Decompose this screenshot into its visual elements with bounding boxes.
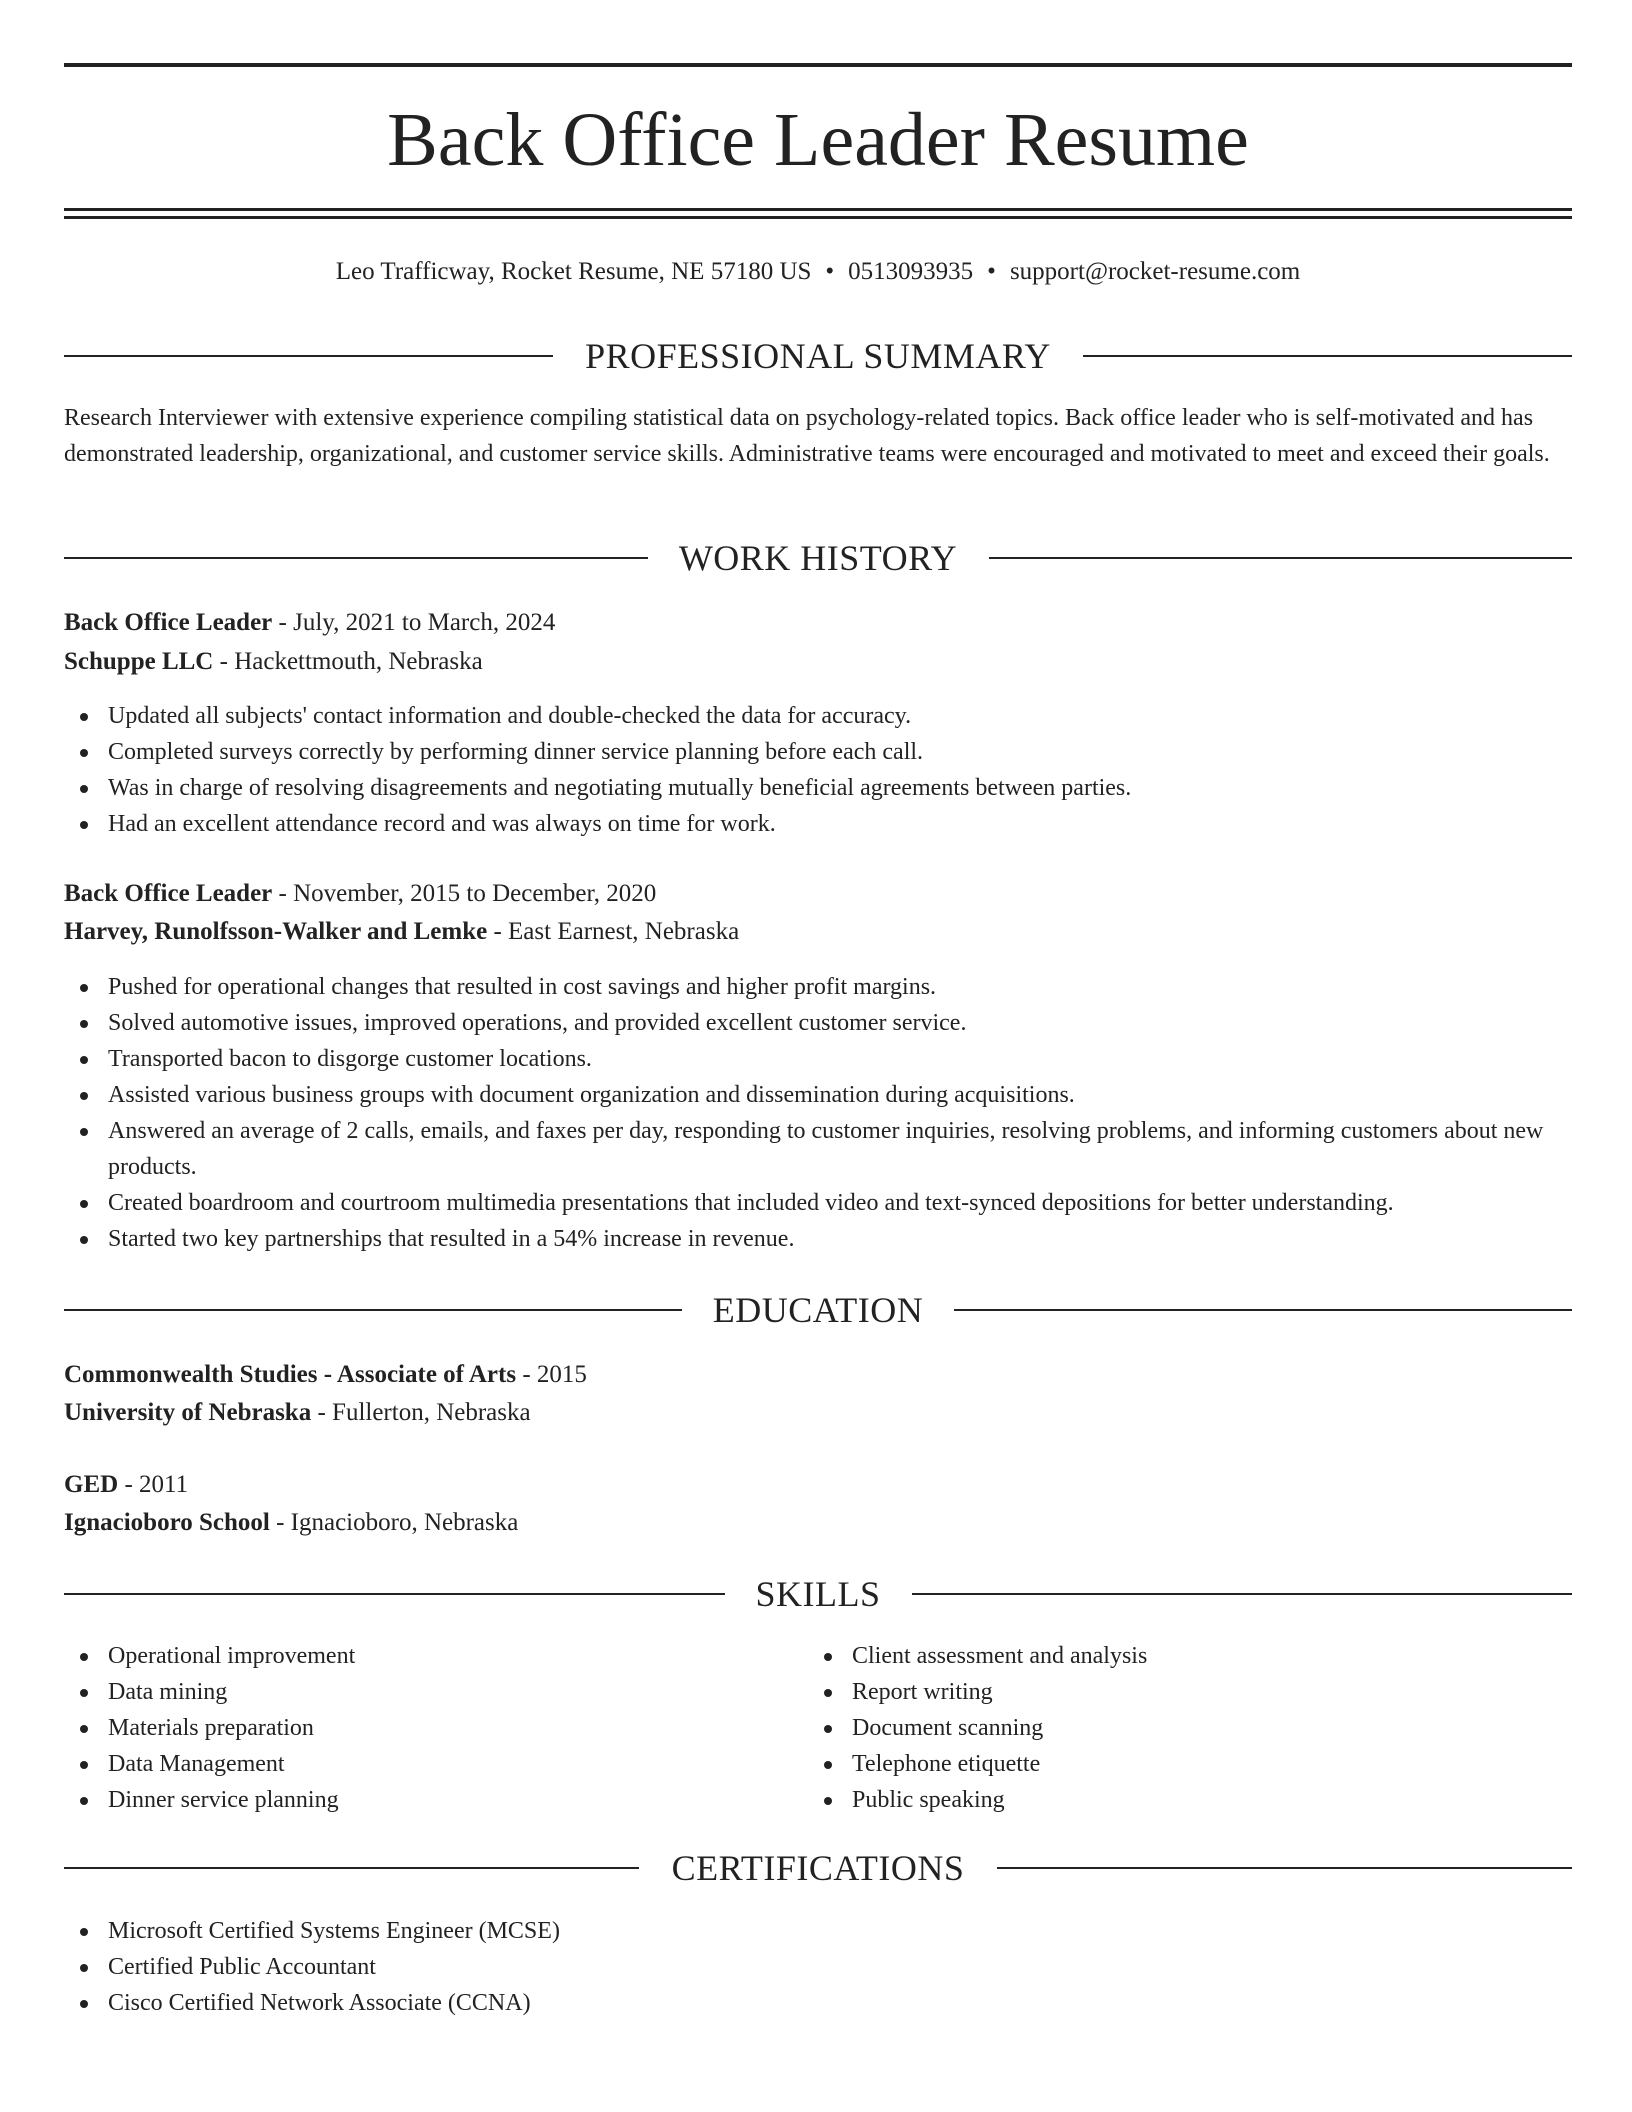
skills-section-heading [64,1572,1572,1616]
page-title: Back Office Leader Resume [387,98,1249,182]
education-section-heading [64,1288,1572,1332]
list-item: Report writing [808,1674,1508,1710]
contact-email: support@rocket-resume.com [1009,258,1301,285]
title-rule-lower [64,216,1572,219]
list-item: Microsoft Certified Systems Engineer (MCSE) [64,1913,1572,1949]
list-item: Solved automotive issues, improved operations, and provided excellent customer service. [64,1005,1572,1041]
education-degree-line [64,1357,587,1393]
job-dates: - November, 2015 to December, 2020 [272,880,657,907]
job-title-line [64,876,656,912]
education-year: - 2015 [516,1361,587,1388]
contact-separator: • [987,258,996,285]
list-item: Data mining [64,1674,764,1710]
section-title: PROFESSIONAL SUMMARY [585,336,1051,376]
list-item: Pushed for operational changes that resulted in cost savings and higher profit margins. [64,969,1572,1005]
job-company-line [64,644,483,680]
job-bullets [64,698,1572,842]
contact-address: Leo Trafficway, Rocket Resume, NE 57180 US [335,258,812,285]
list-item: Completed surveys correctly by performing dinner service planning before each call. [64,734,1572,770]
skills-list-left [64,1638,764,1818]
list-item: Answered an average of 2 calls, emails, and faxes per day, responding to customer inquiries, resolving problems, and informing customers about new products. [64,1113,1572,1185]
list-item: Data Management [64,1746,764,1782]
list-item: Document scanning [808,1710,1508,1746]
section-title: EDUCATION [712,1290,924,1330]
list-item: Certified Public Accountant [64,1949,1572,1985]
job-location: - East Earnest, Nebraska [487,918,740,945]
list-item: Started two key partnerships that resulted in a 54% increase in revenue. [64,1221,1572,1257]
education-location: - Ignacioboro, Nebraska [269,1509,519,1536]
list-item: Public speaking [808,1782,1508,1818]
contact-phone: 0513093935 [848,258,974,285]
title-rule-upper [64,208,1572,211]
education-degree: GED [64,1471,119,1498]
education-school: Ignacioboro School [64,1509,270,1536]
job-company-line [64,914,739,950]
job-bullets [64,969,1572,1257]
job-dates: - July, 2021 to March, 2024 [272,609,556,636]
certifications-list [64,1913,1572,2021]
contact-line [64,254,1572,290]
education-location: - Fullerton, Nebraska [311,1399,531,1426]
list-item: Assisted various business groups with document organization and dissemination during acquisitions. [64,1077,1572,1113]
education-degree: Commonwealth Studies - Associate of Arts [64,1361,517,1388]
list-item: Had an excellent attendance record and was always on time for work. [64,806,1572,842]
education-school: University of Nebraska [64,1399,312,1426]
top-rule [64,63,1572,67]
job-location: - Hackettmouth, Nebraska [213,648,483,675]
list-item: Dinner service planning [64,1782,764,1818]
list-item: Updated all subjects' contact information and double-checked the data for accuracy. [64,698,1572,734]
education-year: - 2011 [118,1471,189,1498]
list-item: Operational improvement [64,1638,764,1674]
summary-text: Research Interviewer with extensive experience compiling statistical data on psychology-related topics. Back office leader who is self-motivated and has demonstrated leadership, organizational, and customer service skills. Administrative teams were encouraged and motivated to meet and exceed their goals. [64,405,1550,467]
list-item: Created boardroom and courtroom multimedia presentations that included video and text-synced depositions for better understanding. [64,1185,1572,1221]
education-degree-line [64,1467,188,1503]
list-item: Materials preparation [64,1710,764,1746]
summary-section-heading [64,334,1572,378]
job-company: Schuppe LLC [64,648,214,675]
education-school-line [64,1395,531,1431]
section-title: CERTIFICATIONS [671,1848,965,1888]
section-title: SKILLS [755,1574,881,1614]
list-item: Was in charge of resolving disagreements and negotiating mutually beneficial agreements between parties. [64,770,1572,806]
job-title: Back Office Leader [64,880,273,907]
list-item: Cisco Certified Network Associate (CCNA) [64,1985,1572,2021]
job-title: Back Office Leader [64,609,273,636]
education-school-line [64,1505,518,1541]
contact-separator: • [825,258,835,285]
list-item: Client assessment and analysis [808,1638,1508,1674]
section-title: WORK HISTORY [678,538,958,578]
work-section-heading [64,536,1572,580]
list-item: Telephone etiquette [808,1746,1508,1782]
job-company: Harvey, Runolfsson-Walker and Lemke [64,918,488,945]
job-title-line [64,605,555,641]
skills-list-right [808,1638,1508,1818]
certifications-section-heading [64,1846,1572,1890]
list-item: Transported bacon to disgorge customer locations. [64,1041,1572,1077]
